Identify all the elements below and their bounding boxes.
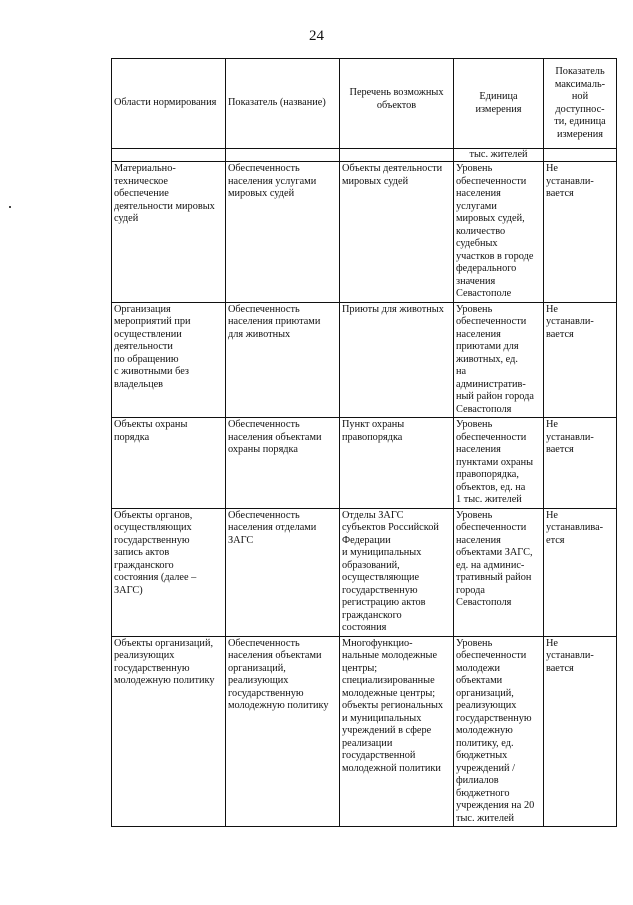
cell-unit: Уровень обеспеченности населения услугами мировых судей, количество судебных участков в городе федерального значения Севастополе [454,162,544,303]
cell-indicator: Обеспеченность населения услугами мировых судей [226,162,340,303]
cell-unit: тыс. жителей [454,149,544,162]
cell-objects: Отделы ЗАГС субъектов Российской Федерации и муниципальных образований, осуществляющие государственную регистрацию актов гражданского состояния [340,508,454,636]
cell-max: Не устанавли- вается [544,636,617,827]
cell-objects: Приюты для животных [340,302,454,418]
table-row [112,162,617,303]
table-header-row [112,59,617,149]
page-number: 24 [309,28,324,44]
cell-max: Не устанавли- вается [544,162,617,303]
cell-area [112,149,226,162]
cell-area: Объекты органов, осуществляющих государственную запись актов гражданского состояния (далее – ЗАГС) [112,508,226,636]
cell-unit: Уровень обеспеченности молодежи объектами организаций, реализующих государственную молодежную политику, ед. бюджетных учреждений / филиалов бюджетного учреждения на 20 тыс. жителей [454,636,544,827]
cell-max: Не устанавлива- ется [544,508,617,636]
cell-area: Организация мероприятий при осуществлении деятельности по обращению с животными без владельцев [112,302,226,418]
cell-objects: Многофункцио- нальные молодежные центры; специализированные молодежные центры; объекты региональных и муниципальных учреждений в сфере реализации государственной молодежной политики [340,636,454,827]
cell-max: Не устанавли- вается [544,302,617,418]
cell-objects: Объекты деятельности мировых судей [340,162,454,303]
cell-indicator: Обеспеченность населения объектами организаций, реализующих государственную молодежную политику [226,636,340,827]
continuation-row [112,149,617,162]
table-row [112,636,617,827]
table-row [112,508,617,636]
cell-area: Объекты организаций, реализующих государственную молодежную политику [112,636,226,827]
header-indicator: Показатель (название) [226,59,340,149]
header-objects: Перечень возможных объектов [340,59,454,149]
cell-unit: Уровень обеспеченности населения пунктами охраны правопорядка, объектов, ед. на 1 тыс. жителей [454,418,544,509]
table-row [112,418,617,509]
cell-max: Не устанавли- вается [544,418,617,509]
table-row [112,302,617,418]
cell-max [544,149,617,162]
cell-indicator: Обеспеченность населения приютами для животных [226,302,340,418]
cell-indicator: Обеспеченность населения отделами ЗАГС [226,508,340,636]
cell-indicator [226,149,340,162]
cell-objects: Пункт охраны правопорядка [340,418,454,509]
header-area: Области нормирования [112,59,226,149]
header-unit: Единица измерения [454,59,544,149]
header-max-availability: Показатель максималь- ной доступнос- ти, единица измерения [544,59,617,149]
stray-mark [9,206,11,208]
cell-unit: Уровень обеспеченности населения приютами для животных, ед. на административ- ный район города Севастополя [454,302,544,418]
cell-area: Материально- техническое обеспечение деятельности мировых судей [112,162,226,303]
cell-area: Объекты охраны порядка [112,418,226,509]
cell-indicator: Обеспеченность населения объектами охраны порядка [226,418,340,509]
cell-unit: Уровень обеспеченности населения объектами ЗАГС, ед. на админис- тративный район города Севастополя [454,508,544,636]
cell-objects [340,149,454,162]
standards-table [111,58,617,827]
